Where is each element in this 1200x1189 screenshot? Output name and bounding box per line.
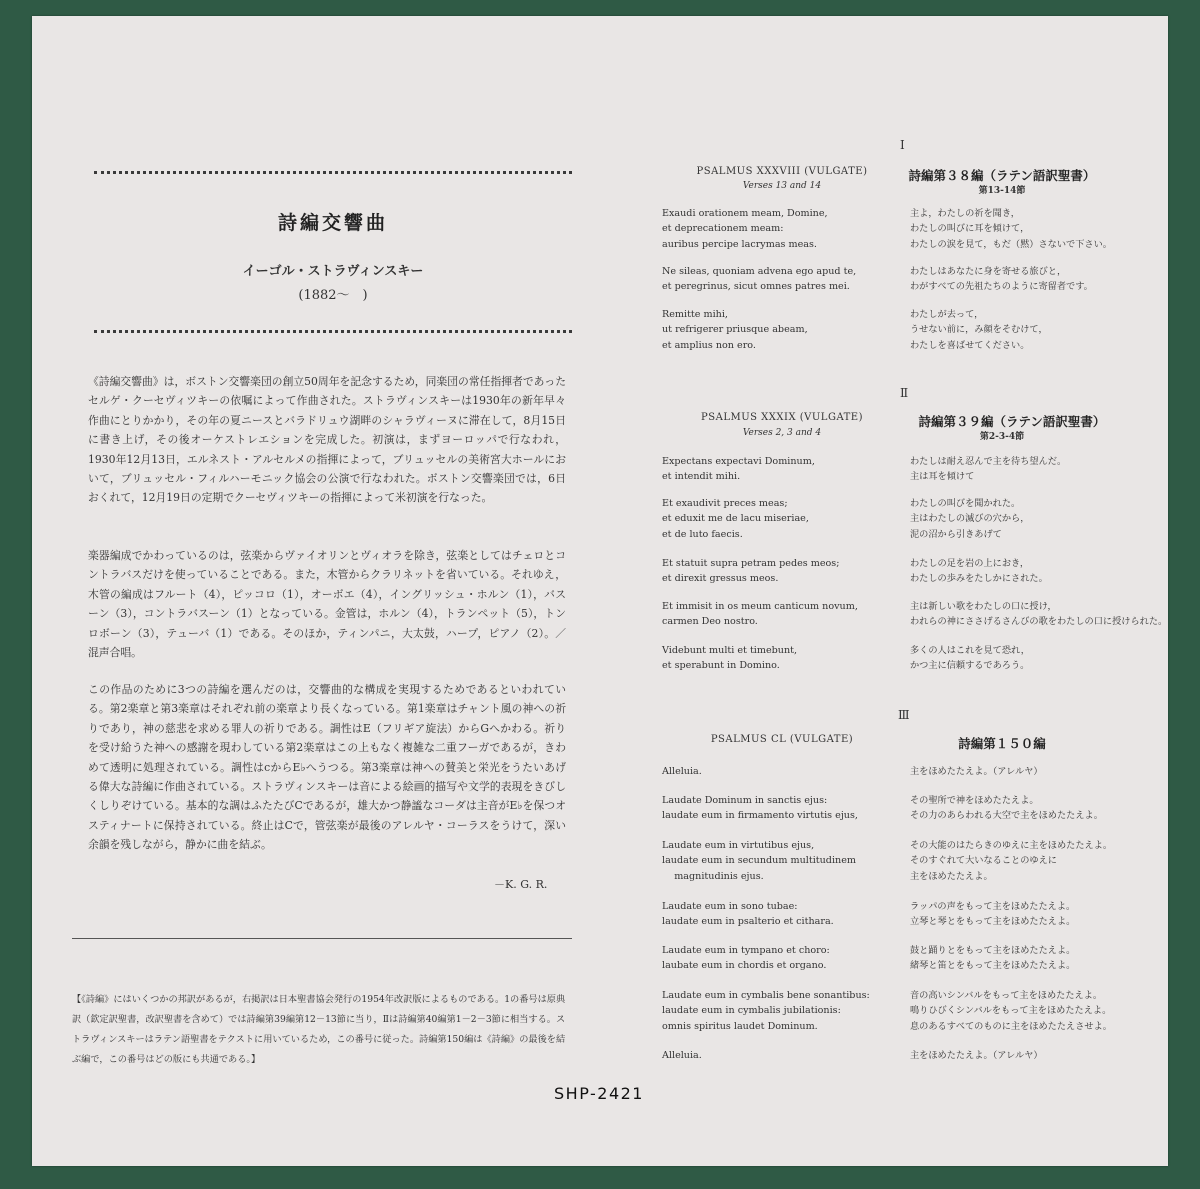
- japanese-stanza: その聖所で神をほめたたえよ。 その力のあらわれる大空で主をほめたたえよ。: [910, 795, 1103, 822]
- latin-stanza: Alleluia.: [662, 1050, 702, 1061]
- dotted-rule-bottom: [94, 330, 572, 333]
- dotted-rule-top: [94, 171, 572, 174]
- latin-stanza: Laudate eum in sono tubae: laudate eum in psalterio et cithara.: [662, 901, 834, 928]
- latin-stanza: Laudate eum in tympano et choro: laubate eum in chordis et organo.: [662, 945, 830, 972]
- japanese-stanza: 主よ，わたしの祈を聞き， わたしの叫びに耳を傾けて， わたしの涙を見て，もだ（黙）さないで下さい。: [910, 208, 1112, 250]
- japanese-stanza: わたしは耐え忍んで主を待ち望んだ。 主は耳を傾けて: [910, 456, 1067, 483]
- psalm-verses-japanese: 第13-14節: [978, 186, 1026, 196]
- japanese-stanza: 音の高いシンバルをもって主をほめたたえよ。 鳴りひびくシンバルをもって主をほめたたえよ。 息のあるすべてのものに主をほめたたえさせよ。: [910, 990, 1112, 1032]
- psalm-heading-latin: PSALMUS CL (VULGATE): [710, 734, 854, 745]
- essay-text: この作品のために3つの詩編を選んだのは，交響曲的な構成を実現するためであるといわれている。第2楽章と第3楽章はそれぞれ前の楽章より長くなっている。第1楽章はチャント風の神への祈りであり，神の慈悲を求める罪人の祈りである。調性はE（フリギア旋法）からGへかわる。祈りを受け給うた神への感謝を現わしている第2楽章はこの上もなく複雑な二重フーガであるが，きわめて透明に処理されている。調性はcからE♭へうつる。第3楽章は神への賛美と栄光をうたいあげる偉大な詩編に作曲されている。ストラヴィンスキーは音による絵画的描写や文学的表現をきびしくしりぞけている。基本的な調はふたたびCであるが，雄大かつ静謐なコーダは主音がE♭を保つオスティナートに保持されている。終止はCで，管弦楽が最後のアレルヤ・コーラスをうけて，深い余韻を残しながら，静かに曲を結ぶ。: [88, 683, 566, 852]
- liner-sheet: [32, 16, 1168, 1166]
- composer-name: イーゴル・ストラヴィンスキー: [242, 264, 424, 279]
- page-title: 詩編交響曲: [277, 212, 388, 234]
- latin-stanza: Laudate eum in virtutibus ejus, laudate eum in secundum multitudinem magnitudinis ejus.: [662, 840, 856, 882]
- psalm-heading-latin: PSALMUS XXXVIII (VULGATE): [696, 166, 868, 177]
- japanese-stanza: その大能のはたらきのゆえに主をほめたたえよ。 そのすぐれて大いなることのゆえに 主をほめたたえよ。: [910, 840, 1113, 882]
- footnote-rule: [72, 938, 572, 939]
- latin-stanza: Et exaudivit preces meas; et eduxit me de lacu miseriae, et de luto faecis.: [662, 498, 809, 540]
- catalog-number: SHP-2421: [554, 1084, 644, 1103]
- composer-dates: (1882～ ): [298, 288, 368, 303]
- latin-stanza: Expectans expectavi Dominum, et intendit mihi.: [662, 456, 815, 483]
- japanese-stanza: 鼓と踊りとをもって主をほめたたえよ。 緒琴と笛とをもって主をほめたたえよ。: [910, 945, 1076, 972]
- essay-paragraph-1: [88, 372, 566, 508]
- japanese-stanza: わたしの叫びを聞かれた。 主はわたしの滅びの穴から， 泥の沼から引きあげて: [910, 498, 1030, 540]
- japanese-stanza: わたしの足を岩の上におき， わたしの歩みをたしかにされた。: [910, 558, 1048, 585]
- psalm-verses-latin: Verses 13 and 14: [742, 181, 822, 191]
- japanese-stanza: 主は新しい歌をわたしの口に授け， われらの神にささげるさんびの歌をわたしの口に授けられた。: [910, 601, 1168, 628]
- japanese-stanza: わたしが去って， うせない前に，み顔をそむけて， わたしを喜ばせてください。: [910, 309, 1048, 351]
- essay-text: 楽器編成でかわっているのは，弦楽からヴァイオリンとヴィオラを除き，弦楽としてはチェロとコントラバスだけを使っていることである。また，木管からクラリネットを省いている。それゆえ，木管の編成はフルート（4），ピッコロ（1），オーボエ（4），イングリッシュ・ホルン（1），バスーン（3），コントラバスーン（1）となっている。金管は，ホルン（4），トランペット（5），トンロボーン（3），テューバ（1）である。そのほか，ティンパニ，大太鼓，ハープ，ピアノ（2）。／混声合唱。: [88, 549, 566, 660]
- section-numeral: Ⅱ: [900, 386, 909, 400]
- psalm-heading-japanese: 詩編第１５０編: [958, 736, 1046, 751]
- latin-stanza: Exaudi orationem meam, Domine, et deprecationem meam: auribus percipe lacrymas meas.: [662, 208, 828, 250]
- japanese-stanza: 主をほめたたえよ。（アレルヤ）: [910, 1050, 1043, 1061]
- latin-stanza: Et immisit in os meum canticum novum, carmen Deo nostro.: [662, 601, 858, 628]
- latin-stanza: Laudate eum in cymbalis bene sonantibus: laudate eum in cymbalis jubilationis: omnis spiritus laudet Dominum.: [662, 990, 870, 1032]
- japanese-stanza: 主をほめたたえよ。（アレルヤ）: [910, 766, 1043, 777]
- psalm-verses-latin: Verses 2, 3 and 4: [742, 428, 822, 438]
- latin-stanza: Alleluia.: [662, 766, 702, 777]
- latin-stanza: Et statuit supra petram pedes meos; et direxit gressus meos.: [662, 558, 840, 585]
- psalm-heading-japanese: 詩編第３９編（ラテン語訳聖書）: [918, 414, 1106, 429]
- essay-text: 《詩編交響曲》は，ボストン交響楽団の創立50周年を記念するため，同楽団の常任指揮者であったセルゲ・クーセヴィツキーの依嘱によって作曲された。ストラヴィンスキーは1930年の新年早々作曲にとりかかり，その年の夏ニースとバラドリュウ湖畔のシャラヴィーヌに滞在して，8月15日に書き上げ，その後オーケストレエションを完成した。初演は，まずヨーロッパで行なわれ，1930年12月13日，エルネスト・アルセルメの指揮によって，ブリュッセルの美術宮大ホールにおいて，ブリュッセル・フィルハーモニック協会の公演で行なわれた。ボストン交響楽団では，6日おくれて，12月19日の定期でクーセヴィツキーの指揮によって米初演を行なった。: [88, 375, 566, 505]
- section-numeral: I: [900, 138, 905, 152]
- japanese-stanza: 多くの人はこれを見て恐れ， かつ主に信頼するであろう。: [910, 645, 1030, 672]
- japanese-stanza: わたしはあなたに身を寄せる旅びと， わがすべての先祖たちのように寄留者です。: [910, 266, 1093, 293]
- psalm-verses-japanese: 第2-3-4節: [979, 432, 1025, 442]
- latin-stanza: Ne sileas, quoniam advena ego apud te, et peregrinus, sicut omnes patres mei.: [662, 266, 857, 293]
- psalm-heading-latin: PSALMUS XXXIX (VULGATE): [701, 412, 863, 423]
- section-numeral: Ⅲ: [898, 708, 910, 722]
- essay-paragraph-3: [88, 680, 566, 855]
- psalm-heading-japanese: 詩編第３８編（ラテン語訳聖書）: [908, 168, 1096, 183]
- essay-paragraph-2: [88, 546, 566, 662]
- japanese-stanza: ラッパの声をもって主をほめたたえよ。 立琴と琴とをもって主をほめたたえよ。: [910, 901, 1076, 928]
- author-signature: －K. G. R.: [494, 878, 548, 891]
- latin-stanza: Laudate Dominum in sanctis ejus: laudate eum in firmamento virtutis ejus,: [662, 795, 858, 822]
- translation-footnote: 【《詩編》にはいくつかの邦訳があるが，右掲訳は日本聖書協会発行の1954年改訳版によるものである。1の番号は原典訳（欽定訳聖書，改訳聖書を含めて）では詩編第39編第12－13節に当り，Ⅱは詩編第40編第1－2－3節に相当する。ストラヴィンスキーはラテン語聖書をテクストに用いているため，この番号に従った。詩編第150編は《詩編》の最後を結ぶ編で，この番号はどの版にも共通である。】: [72, 994, 566, 1065]
- latin-stanza: Remitte mihi, ut refrigerer priusque abeam, et amplius non ero.: [662, 309, 808, 351]
- latin-stanza: Videbunt multi et timebunt, et sperabunt in Domino.: [662, 645, 798, 672]
